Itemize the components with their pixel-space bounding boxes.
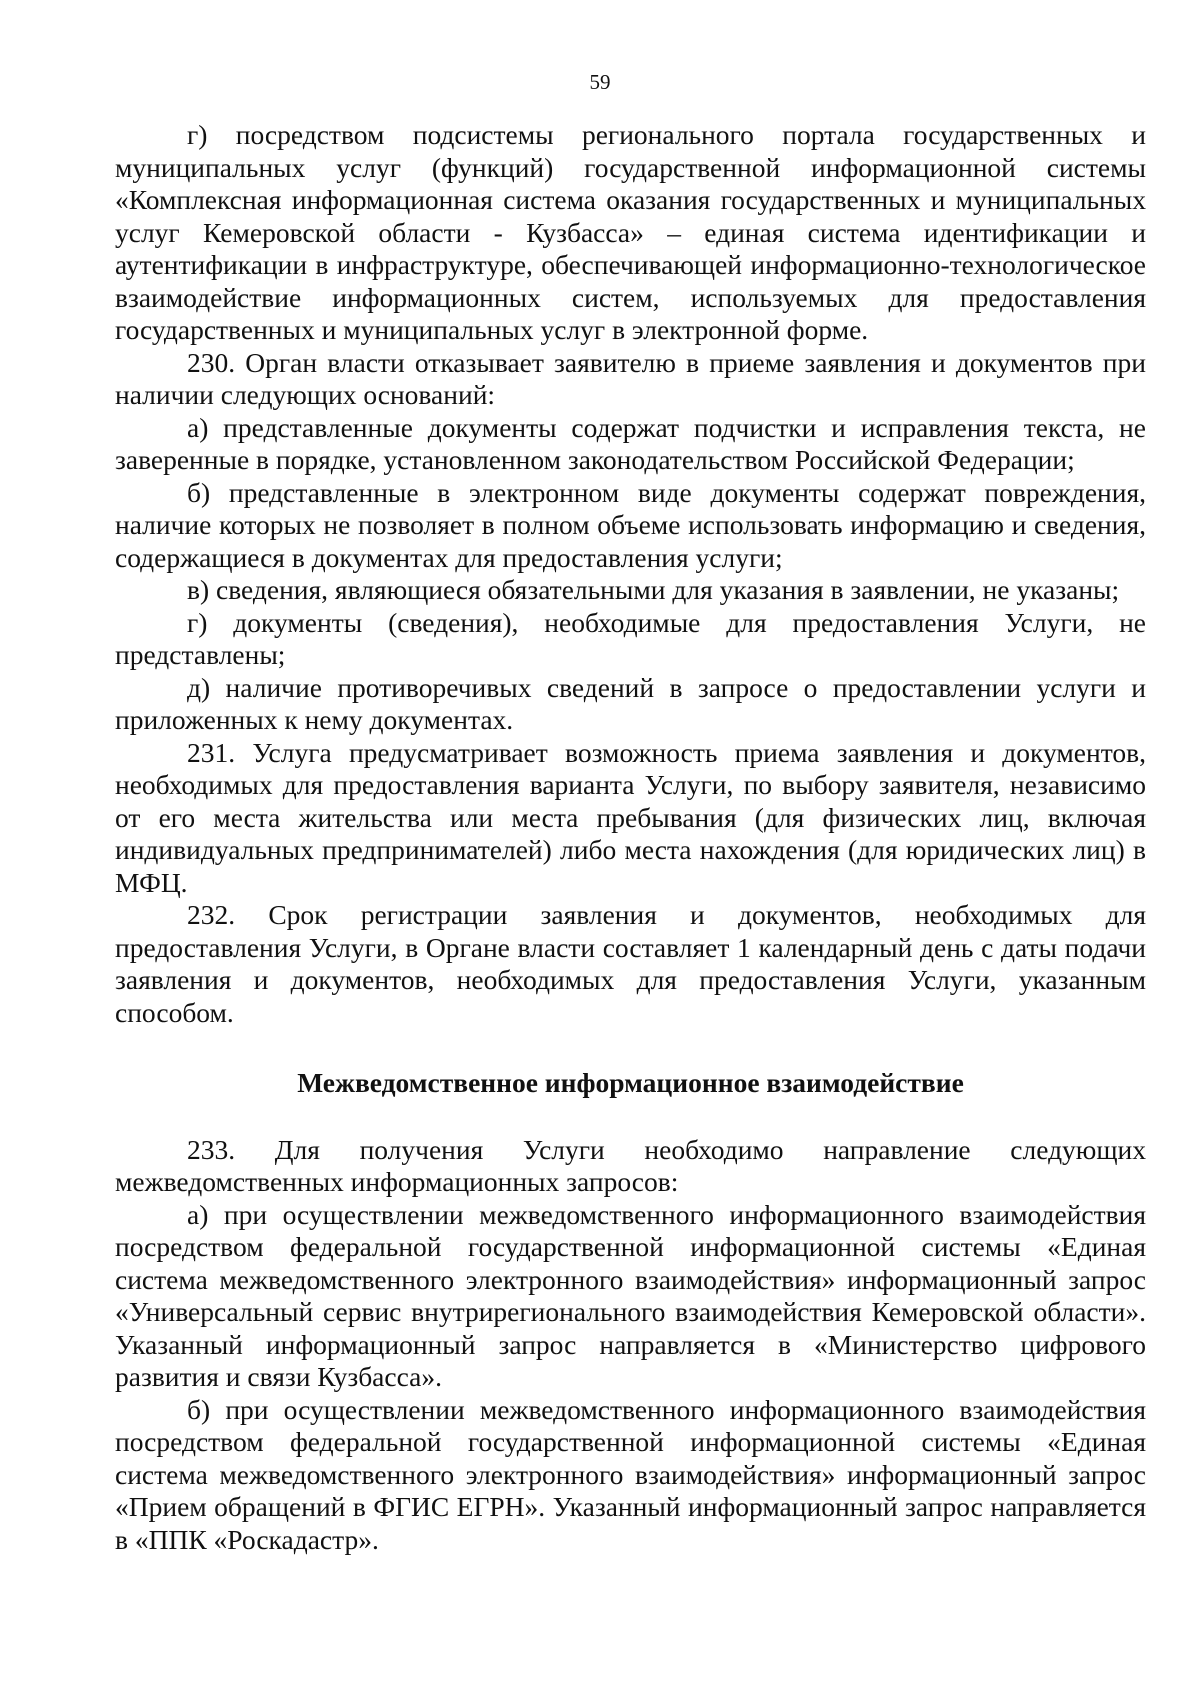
paragraph-g-portal: г) посредством подсистемы регионального портала государственных и муниципальных услуг (функций) государственной информационной системы «Комплексная информационная система оказания государственных и муниципальных услуг Кемеровской области - Кузбасса» – единая система идентификации и аутентификации в инфраструктуре, обеспечивающей информационно-технологическое взаимодействие информационных систем, используемых для предоставления государственных и муниципальных услуг в электронной форме. bbox=[115, 119, 1146, 345]
paragraph-230: 230. Орган власти отказывает заявителю в приеме заявления и документов при наличии следующих оснований: bbox=[115, 346, 1146, 410]
section-heading: Межведомственное информационное взаимодействие bbox=[297, 1067, 964, 1098]
paragraph-233-b: б) при осуществлении межведомственного информационного взаимодействия посредством федеральной государственной информационной системы «Единая система межведомственного электронного взаимодействия» информационный запрос «Прием обращений в ФГИС ЕГРН». Указанный информационный запрос направляется в «ППК «Роскадастр». bbox=[115, 1393, 1146, 1555]
paragraph-231: 231. Услуга предусматривает возможность приема заявления и документов, необходимых для предоставления варианта Услуги, по выбору заявителя, независимо от его места жительства или места пребывания (для физических лиц, включая индивидуальных предпринимателей) либо места нахождения (для юридических лиц) в МФЦ. bbox=[115, 736, 1146, 898]
paragraph-233-a: а) при осуществлении межведомственного информационного взаимодействия посредством федеральной государственной информационной системы «Единая система межведомственного электронного взаимодействия» информационный запрос «Универсальный сервис внутрирегионального взаимодействия Кемеровской области». Указанный информационный запрос направляется в «Министерство цифрового развития и связи Кузбасса». bbox=[115, 1198, 1146, 1392]
paragraph-233: 233. Для получения Услуги необходимо направление следующих межведомственных информационных запросов: bbox=[115, 1133, 1146, 1197]
paragraph-230-a: а) представленные документы содержат подчистки и исправления текста, не заверенные в порядке, установленном законодательством Российской Федерации; bbox=[115, 411, 1146, 475]
paragraph-230-v: в) сведения, являющиеся обязательными для указания в заявлении, не указаны; bbox=[187, 574, 1120, 605]
page-number: 59 bbox=[589, 70, 611, 94]
paragraph-230-g: г) документы (сведения), необходимые для предоставления Услуги, не представлены; bbox=[115, 606, 1146, 670]
paragraph-230-d: д) наличие противоречивых сведений в запросе о предоставлении услуги и приложенных к нему документах. bbox=[115, 671, 1146, 735]
paragraph-232: 232. Срок регистрации заявления и документов, необходимых для предоставления Услуги, в Органе власти составляет 1 календарный день с даты подачи заявления и документов, необходимых для предоставления Услуги, указанным способом. bbox=[115, 899, 1146, 1028]
document-body bbox=[115, 119, 1146, 1556]
paragraph-230-b: б) представленные в электронном виде документы содержат повреждения, наличие которых не позволяет в полном объеме использовать информацию и сведения, содержащиеся в документах для предоставления услуги; bbox=[115, 476, 1146, 573]
